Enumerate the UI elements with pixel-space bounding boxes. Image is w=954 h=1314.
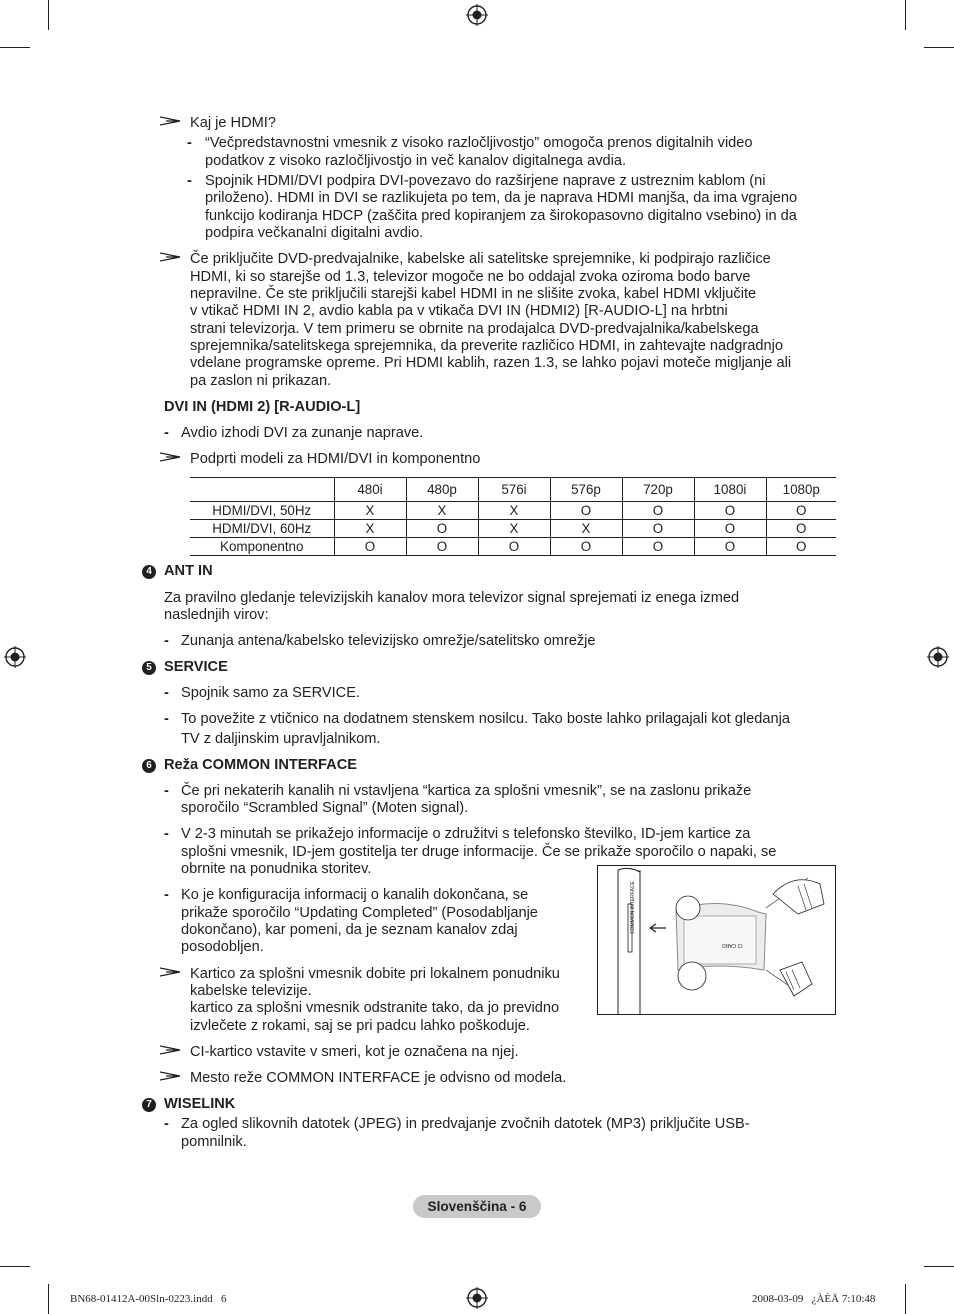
table-cell: O [406, 520, 478, 538]
table-row-label: HDMI/DVI, 50Hz [190, 502, 334, 520]
ci-bullet-line: prikaže sporočilo “Updating Completed” (Posodabljanje [181, 905, 538, 921]
table-cell: X [406, 502, 478, 520]
crop-mark [905, 1284, 906, 1314]
ci-bullet-line: V 2-3 minutah se prikažejo informacije o združitvi s telefonsko številko, ID-jem kartice za [181, 826, 751, 842]
note-arrow-icon [160, 252, 182, 262]
ci-note-line: Kartico za splošni vmesnik dobite pri lokalnem ponudniku [190, 966, 560, 982]
table-column-header: 1080i [694, 478, 766, 502]
page-number-badge: Slovenščina - 6 [413, 1195, 541, 1218]
crop-mark [924, 1266, 954, 1267]
wiselink-bullet: Za ogled slikovnih datotek (JPEG) in predvajanje zvočnih datotek (MP3) priključite USB- [181, 1116, 750, 1132]
date-slug: 2008-03-09 ¿ÀÈÄ 7:10:48 [752, 1293, 876, 1305]
dvd-note-line: strani televizorja. V tem primeru se obrnite na prodajalca DVD-predvajalnika/kabelskega [190, 321, 759, 337]
table-header-row [190, 478, 836, 502]
table-cell: O [766, 502, 836, 520]
registration-mark-icon [466, 4, 488, 26]
ci-note-line: izvlečete z rokami, saj se pri padcu lahko poškoduje. [190, 1018, 530, 1034]
section-number-badge: 4 [142, 565, 156, 579]
section-number-badge: 5 [142, 661, 156, 675]
table-cell: O [478, 538, 550, 556]
note-arrow-icon [160, 1071, 182, 1081]
table-cell: X [478, 520, 550, 538]
common-interface-heading: Reža COMMON INTERFACE [164, 757, 357, 773]
dvd-note-line: vdelane programske opreme. Pri HDMI kablih, razen 1.3, se lahko pojavi moteče migljanje ali [190, 355, 792, 371]
wiselink-bullet: pomnilnik. [181, 1134, 247, 1150]
dvd-note-line: Če priključite DVD-predvajalnike, kabelske ali satelitske sprejemnike, ki podpirajo različice [190, 251, 771, 267]
ci-bullet-line: posodobljen. [181, 939, 264, 955]
table-cell: O [622, 520, 694, 538]
crop-mark [0, 47, 30, 48]
bullet-dash: - [164, 425, 169, 441]
table-cell: O [694, 538, 766, 556]
table-row [190, 502, 836, 520]
ci-slot-label: COMMON INTERFACE [630, 881, 636, 934]
hdmi-bullet-line: “Večpredstavnostni vmesnik z visoko razločljivostjo” omogoča prenos digitalnih video [205, 135, 753, 151]
ci-note-line: kabelske televizije. [190, 983, 312, 999]
ci-bullet-line: dokončano), kar pomeni, da je seznam kanalov zdaj [181, 922, 518, 938]
table-column-header: 576i [478, 478, 550, 502]
table-cell: O [406, 538, 478, 556]
note-arrow-icon [160, 116, 182, 126]
table-cell: X [334, 520, 406, 538]
service-heading: SERVICE [164, 659, 228, 675]
ci-bullet-line: splošni vmesnik, ID-jem gostitelja ter druge informacije. Če se prikaže sporočilo o napaki, se [181, 844, 777, 860]
bullet-dash: - [164, 685, 169, 701]
hdmi-note-title: Kaj je HDMI? [190, 115, 276, 131]
service-bullet: To povežite z vtičnico na dodatnem stenskem nosilcu. Tako boste lahko prilagajali kot gledanja [181, 711, 790, 727]
hdmi-bullet-line: priloženo). HDMI in DVI se razlikujeta po tem, da je naprava HDMI manjša, da ima vgrajeno [205, 190, 798, 206]
table-cell: X [550, 520, 622, 538]
ci-bullet-line: sporočilo “Scrambled Signal” (Moten signal). [181, 800, 469, 816]
ci-card-illustration [597, 865, 836, 1015]
service-bullet: Spojnik samo za SERVICE. [181, 685, 360, 701]
ant-in-bullet: Zunanja antena/kabelsko televizijsko omrežje/satelitsko omrežje [181, 633, 596, 649]
ci-note-line: CI-kartico vstavite v smeri, kot je označena na njej. [190, 1044, 519, 1060]
wiselink-heading: WISELINK [164, 1096, 236, 1112]
hdmi-bullet-line: podatkov z visoko razločljivostjo in več kanalov digitalnega avdia. [205, 153, 627, 169]
ant-in-text: Za pravilno gledanje televizijskih kanalov mora televizor signal sprejemati iz enega izmed [164, 590, 740, 606]
table-cell: O [694, 502, 766, 520]
section-number-badge: 6 [142, 759, 156, 773]
table-cell: O [622, 502, 694, 520]
ci-bullet-line: Ko je konfiguracija informacij o kanalih dokončana, se [181, 887, 529, 903]
ant-in-heading: ANT IN [164, 563, 213, 579]
table-cell: O [622, 538, 694, 556]
ci-card-label: CI CARD [722, 942, 743, 948]
dvi-note: Podprti modeli za HDMI/DVI in komponentno [190, 451, 481, 467]
table-cell: O [766, 520, 836, 538]
dvd-note-line: sprejemnika/satelitskega sprejemnika, da preverite različico HDMI, in zahtevajte nadgradnjo [190, 338, 783, 354]
note-arrow-icon [160, 967, 182, 977]
dvd-note-line: HDMI, ki so starejše od 1.3, televizor mogoče ne bo oddajal zvoka oziroma bodo barve [190, 269, 751, 285]
bullet-dash: - [187, 173, 192, 189]
bullet-dash: - [164, 783, 169, 799]
compatibility-table [190, 477, 836, 556]
note-arrow-icon [160, 1045, 182, 1055]
dvd-note-line: pa zaslon ni prikazan. [190, 373, 332, 389]
hdmi-bullet-line: podpira večkanalni digitalni avdio. [205, 225, 424, 241]
hdmi-bullet-line: funkcijo kodiranja HDCP (zaščita pred kopiranjem za širokopasovno digitalno vsebino) in da [205, 208, 797, 224]
registration-mark-icon [466, 1287, 488, 1309]
table-cell: O [550, 538, 622, 556]
ci-note-line: kartico za splošni vmesnik odstranite tako, da jo previdno [190, 1000, 560, 1016]
bullet-dash: - [164, 1116, 169, 1132]
table-column-header: 720p [622, 478, 694, 502]
table-row [190, 538, 836, 556]
bullet-dash: - [164, 826, 169, 842]
hdmi-bullet-line: Spojnik HDMI/DVI podpira DVI-povezavo do razširjene naprave z ustreznim kablom (ni [205, 173, 766, 189]
registration-mark-icon [927, 646, 949, 668]
dvd-note-line: nepravilne. Če ste priključili starejši kabel HDMI in ne slišite zvoka, kabel HDMI vključite [190, 286, 757, 302]
table-cell: X [478, 502, 550, 520]
ci-note-line: Mesto reže COMMON INTERFACE je odvisno od modela. [190, 1070, 567, 1086]
table-cell: O [334, 538, 406, 556]
table-column-header: 480i [334, 478, 406, 502]
ci-bullet-line: obrnite na ponudnika storitev. [181, 861, 372, 877]
note-arrow-icon [160, 452, 182, 462]
bullet-dash: - [164, 711, 169, 727]
section-number-badge: 7 [142, 1098, 156, 1112]
table-row [190, 520, 836, 538]
file-slug: BN68-01412A-00Sln-0223.indd 6 [70, 1293, 227, 1305]
table-cell: O [766, 538, 836, 556]
registration-mark-icon [4, 646, 26, 668]
ant-in-text: naslednjih virov: [164, 607, 269, 623]
dvi-bullet: Avdio izhodi DVI za zunanje naprave. [181, 425, 424, 441]
table-cell: O [694, 520, 766, 538]
dvd-note-line: v vtikač HDMI IN 2, avdio kabla pa v vtikača DVI IN (HDMI2) [R-AUDIO-L] na hrbtni [190, 303, 728, 319]
service-bullet: TV z daljinskim upravljalnikom. [181, 731, 381, 747]
crop-mark [48, 0, 49, 30]
crop-mark [905, 0, 906, 30]
table-row-label: HDMI/DVI, 60Hz [190, 520, 334, 538]
bullet-dash: - [187, 135, 192, 151]
table-column-header: 1080p [766, 478, 836, 502]
table-column-header: 576p [550, 478, 622, 502]
ci-bullet-line: Če pri nekaterih kanalih ni vstavljena “kartica za splošni vmesnik”, se na zaslonu prikaže [181, 783, 752, 799]
bullet-dash: - [164, 887, 169, 903]
table-corner [190, 478, 334, 502]
bullet-dash: - [164, 633, 169, 649]
dvi-heading: DVI IN (HDMI 2) [R-AUDIO-L] [164, 399, 361, 415]
crop-mark [0, 1266, 30, 1267]
crop-mark [48, 1284, 49, 1314]
crop-mark [924, 47, 954, 48]
table-cell: O [550, 502, 622, 520]
table-row-label: Komponentno [190, 538, 334, 556]
table-cell: X [334, 502, 406, 520]
table-column-header: 480p [406, 478, 478, 502]
